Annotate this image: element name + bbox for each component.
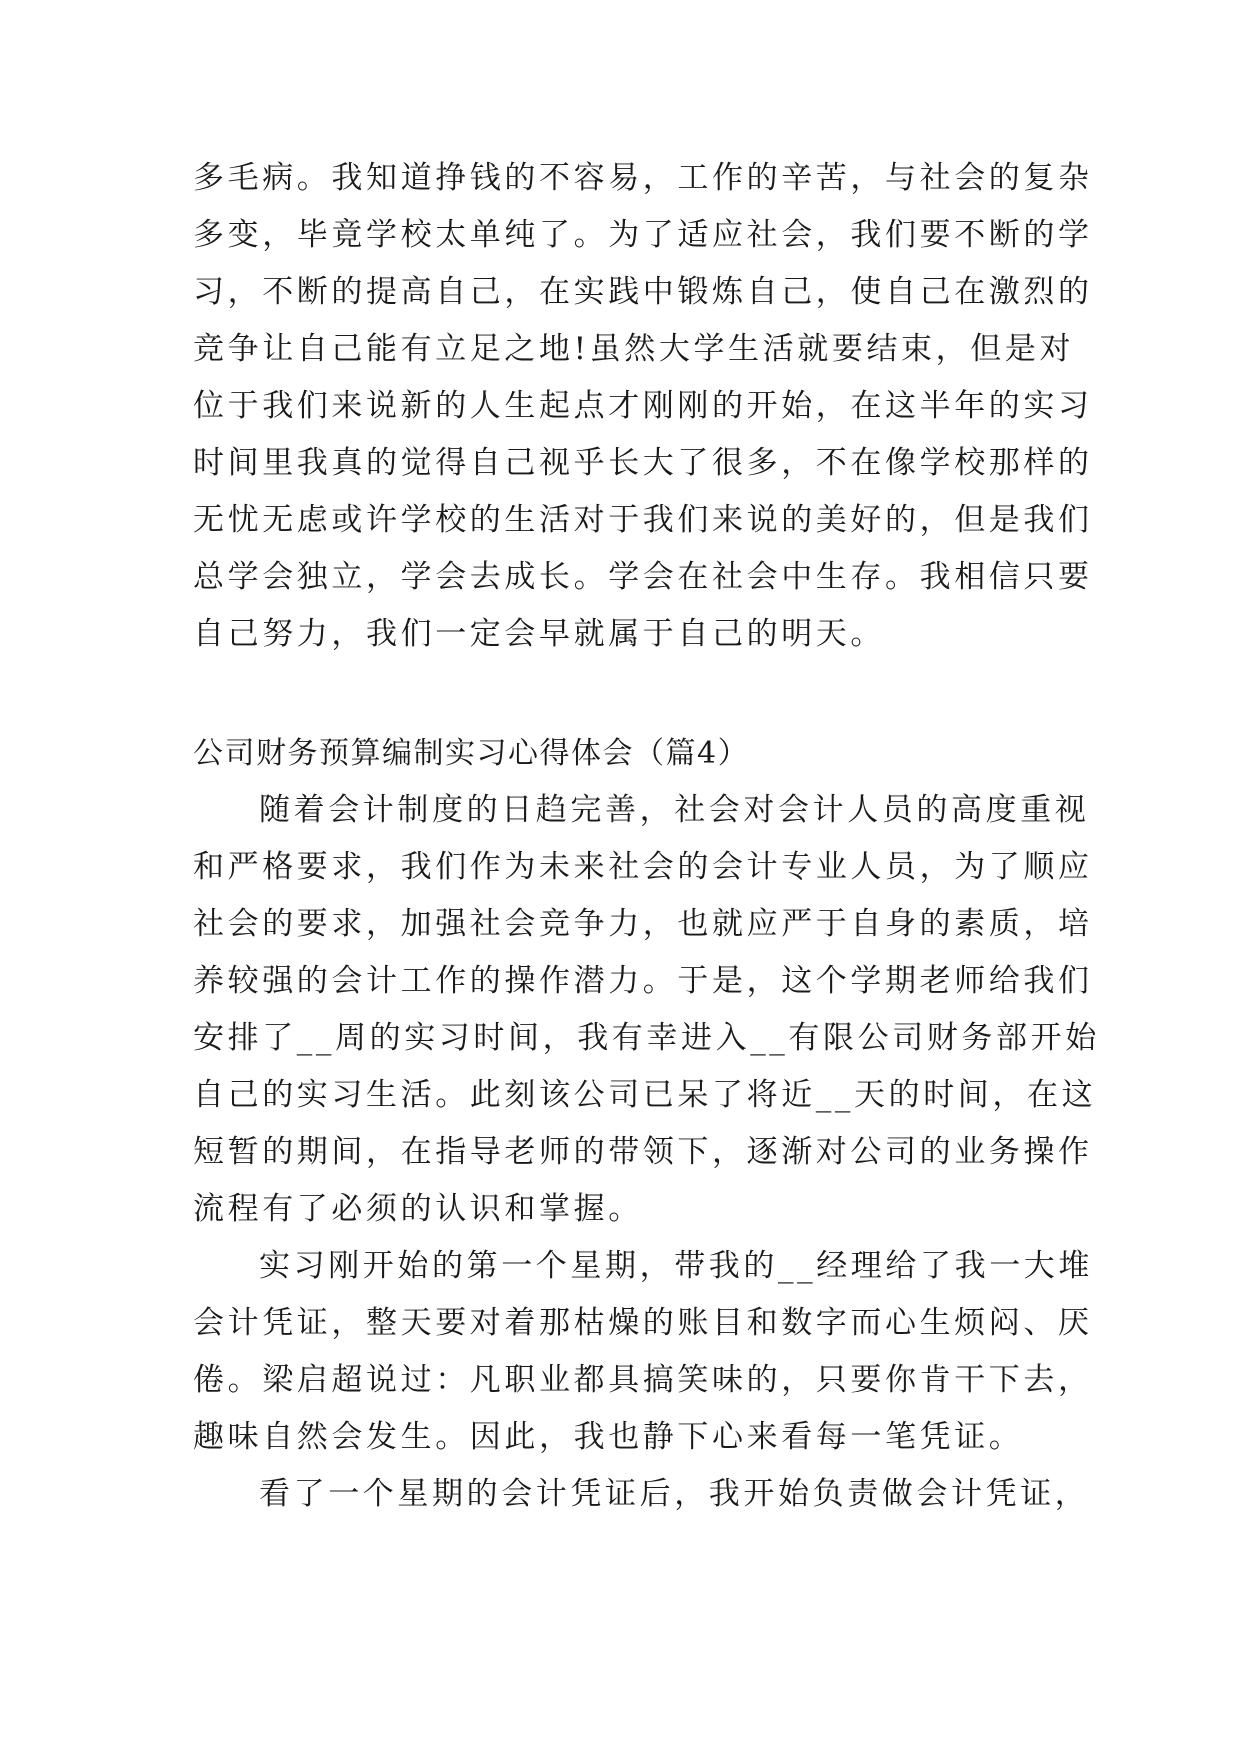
text-line: 养较强的会计工作的操作潜力。于是，这个学期老师给我们 (193, 963, 1093, 999)
text-line: 短暂的期间，在指导老师的带领下，逐渐对公司的业务操作 (193, 1134, 1093, 1170)
text-line: 安排了__周的实习时间，我有幸进入__有限公司财务部开始 (193, 1020, 1100, 1056)
text-line: 无忧无虑或许学校的生活对于我们来说的美好的，但是我们 (193, 502, 1093, 538)
text-line: 实习刚开始的第一个星期，带我的__经理给了我一大堆 (259, 1248, 1093, 1284)
text-line: 倦。梁启超说过：凡职业都具搞笑味的，只要你肯干下去， (193, 1362, 1093, 1398)
text-line: 时间里我真的觉得自己视乎长大了很多，不在像学校那样的 (193, 445, 1093, 481)
text-line: 看了一个星期的会计凭证后，我开始负责做会计凭证， (259, 1476, 1090, 1512)
text-line: 自己努力，我们一定会早就属于自己的明天。 (193, 616, 885, 652)
text-line: 会计凭证，整天要对着那枯燥的账目和数字而心生烦闷、厌 (193, 1305, 1093, 1341)
text-line: 自己的实习生活。此刻该公司已呆了将近__天的时间，在这 (193, 1077, 1097, 1113)
text-line: 随着会计制度的日趋完善，社会对会计人员的高度重视 (259, 792, 1090, 828)
text-line: 习，不断的提高自己，在实践中锻炼自己，使自己在激烈的 (193, 274, 1093, 310)
text-line: 多毛病。我知道挣钱的不容易，工作的辛苦，与社会的复杂 (193, 160, 1093, 196)
paragraph-1 (193, 150, 1093, 663)
text-line: 和严格要求，我们作为未来社会的会计专业人员，为了顺应 (193, 849, 1093, 885)
spacer (193, 663, 1053, 725)
text-line: 流程有了必须的认识和掌握。 (193, 1191, 643, 1227)
text-line: 社会的要求，加强社会竞争力，也就应严于自身的素质，培 (193, 906, 1093, 942)
section-heading: 公司财务预算编制实习心得体会（篇4） (193, 736, 750, 771)
paragraph-3 (193, 1238, 1093, 1466)
document-page (193, 150, 1100, 1523)
text-line: 总学会独立，学会去成长。学会在社会中生存。我相信只要 (193, 559, 1093, 595)
text-line: 竞争让自己能有立足之地!虽然大学生活就要结束，但是对 (193, 331, 1075, 367)
text-line: 趣味自然会发生。因此，我也静下心来看每一笔凭证。 (193, 1419, 1024, 1455)
text-line: 多变，毕竟学校太单纯了。为了适应社会，我们要不断的学 (193, 217, 1093, 253)
paragraph-4 (193, 1466, 1090, 1523)
text-line: 位于我们来说新的人生起点才刚刚的开始，在这半年的实习 (193, 388, 1093, 424)
paragraph-2 (193, 782, 1100, 1238)
